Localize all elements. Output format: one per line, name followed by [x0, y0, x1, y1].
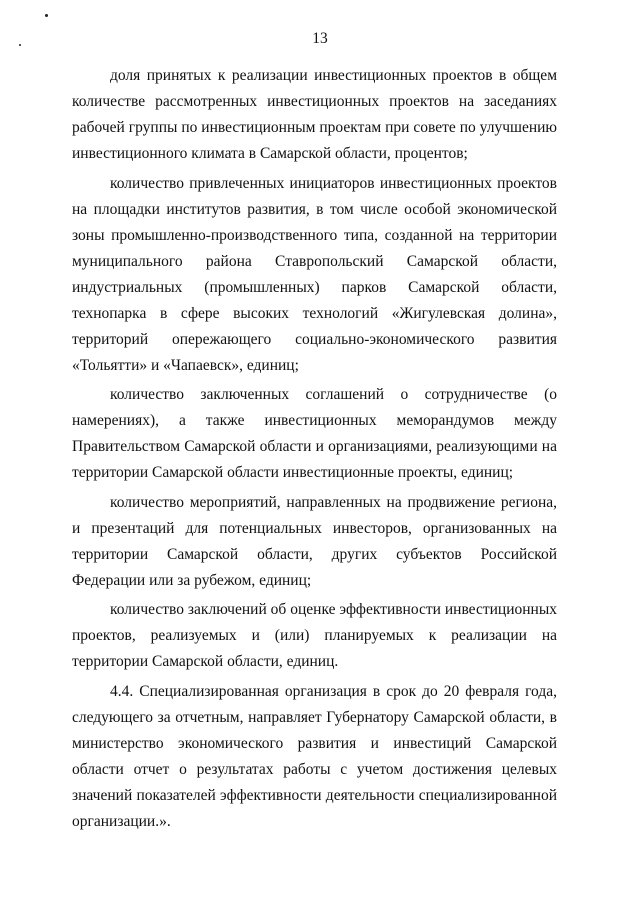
paragraph-investment-share: доля принятых к реализации инвестиционных проектов в общем количестве рассмотренных инвестиционных проектов на заседаниях рабочей группы по инвестиционным проектам при совете по улучшению инвестиционного климата в Самарской области, процентов; [72, 67, 557, 162]
scan-speck [45, 14, 48, 17]
paragraph-efficiency-conclusions: количество заключений об оценке эффективности инвестиционных проектов, реализуемых и (или) планируемых к реализации на территории Самарской области, единиц. [72, 601, 557, 670]
paragraph-attracted-initiators: количество привлеченных инициаторов инвестиционных проектов на площадки институтов развития, в том числе особой экономической зоны промышленно-производственного типа, созданной на территории муниципального района Ставропольский Самарской области, индустриальных (промышленных) парков Самарской области, технопарка в сфере высоких технологий «Жигулевская долина», территорий опережающего социально-экономического развития «Тольятти» и «Чапаевск», единиц; [72, 174, 557, 374]
paragraph-section-4-4: 4.4. Специализированная организация в срок до 20 февраля года, следующего за отчетным, направляет Губернатору Самарской области, в министерство экономического развития и инвестиций Самарской области отчет о результатах работы с учетом достижения целевых значений показателей эффективности деятельности специализированной организации.». [72, 682, 557, 830]
page-number: 13 [312, 30, 328, 47]
body-text [72, 63, 557, 838]
paragraph-promotion-events: количество мероприятий, направленных на продвижение региона, и презентаций для потенциальных инвесторов, организованных на территории Самарской области, других субъектов Российской Федерации или за рубежом, единиц; [72, 493, 557, 589]
paragraph-cooperation-agreements: количество заключенных соглашений о сотрудничестве (о намерениях), а также инвестиционных меморандумов между Правительством Самарской области и организациями, реализующими на территории Самарской области инвестиционные проекты, единиц; [72, 386, 557, 481]
